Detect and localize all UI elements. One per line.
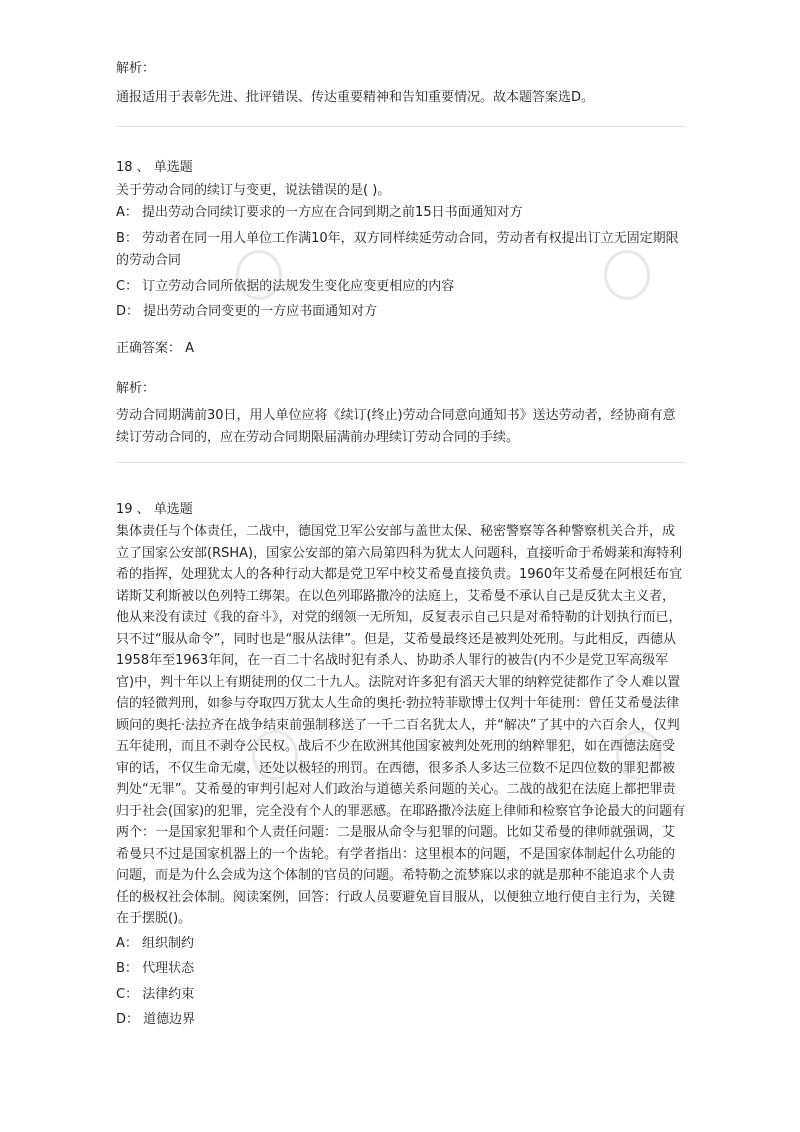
prev-analysis-text: 通报适用于表彰先进、批评错误、传达重要精神和告知重要情况。故本题答案选D。 [116,89,595,105]
option-a [116,933,686,956]
option-letter: B： [116,961,138,976]
divider-1 [116,126,686,127]
option-text: 提出劳动合同续订要求的一方应在合同到期之前15日书面通知对方 [142,205,523,220]
question-18-stem: 关于劳动合同的续订与变更，说法错误的是( )。 [116,182,391,198]
watermark-logo-icon [252,730,298,780]
watermark-logo-icon [616,730,662,780]
option-text: 法律约束 [142,986,195,1002]
answer-label: 正确答案： [116,340,182,356]
question-18-analysis-label: 解析： [116,381,156,396]
option-text: 代理状态 [142,961,195,976]
question-19 [116,499,686,1032]
question-18-options [116,202,686,324]
question-18-header: 18 、 单选题 [116,160,193,175]
divider-2 [116,462,686,463]
option-letter: C： [116,986,139,1002]
option-d [116,301,686,324]
prev-analysis-label: 解析： [116,61,156,76]
question-19-header: 19 、 单选题 [116,501,193,517]
watermark-logo-icon [236,250,282,300]
option-letter: D： [116,1012,140,1027]
option-b [116,228,686,273]
option-d [116,1009,686,1032]
option-text: 劳动者在同一用人单位工作满10年，双方同样续延劳动合同，劳动者有权提出订立无固定期限的劳动合同 [116,230,679,268]
option-letter: C： [116,278,139,294]
option-b [116,958,686,981]
option-c [116,984,686,1007]
option-text: 道德边界 [143,1012,196,1027]
answer-value: A [185,340,195,356]
option-letter: B： [116,230,138,246]
option-c [116,276,686,299]
question-18-analysis-text: 劳动合同期满前30日，用人单位应将《续订(终止)劳动合同意向通知书》送达劳动者，经协商有意续订劳动合同的，应在劳动合同期限届满前办理续订劳动合同的手续。 [116,407,676,445]
option-text: 组织制约 [142,935,195,951]
watermark-logo-icon [604,250,650,300]
question-19-stem: 集体责任与个体责任，二战中，德国党卫军公安部与盖世太保、秘密警察等各种警察机关合并，成立了国家公安部(RSHA)，国家公安部的第六局第四科为犹太人问题科，直接听命于希姆莱和海特利希的指挥，处理犹太人的各种行动大都是党卫军中校艾希曼直接负责。1960年艾希曼在阿根廷布宜诺斯艾利斯被以色列特工绑架。在以色列耶路撒冷的法庭上，艾希曼不承认自己是反犹太主义者，他从来没有读过《我的奋斗》，对党的纲领一无所知，反复表示自己只是对希特勒的计划执行而已，只不过“服从命令”，同时也是“服从法律”。但是，艾希曼最终还是被判处死刑。与此相反，西德从1958年至1963年间，在一百二十名战时犯有杀人、协助杀人罪行的被告(内不少是党卫军高级军官)中，判十年以上有期徒刑的仅二十九人。法院对许多犯有滔天大罪的纳粹党徒都作了令人难以置信的轻微判刑，如参与夺取四万犹太人生命的奥托·勃拉特菲歇博士仅判十年徒刑：曾任艾希曼法律顾问的奥托·法拉齐在战争结束前强制移送了一千二百名犹太人，并“解决”了其中的六百余人，仅判五年徒刑，而且不剥夺公民权。战后不少在欧洲其他国家被判处死刑的纳粹罪犯，如在西德法庭受审的话，不仅生命无虞，还处以极轻的刑罚。在西德，很多杀人多达三位数不足四位数的罪犯都被判处“无罪”。艾希曼的审判引起对人们政治与道德关系问题的关心。二战的战犯在法庭上都把罪责归于社会(国家)的犯罪，完全没有个人的罪恶感。在耶路撒冷法庭上律师和检察官争论最大的问题有两个：一是国家犯罪和个人责任问题：二是服从命令与犯罪的问题。比如艾希曼的律师就强调，艾希曼只不过是国家机器上的一个齿轮。有学者指出：这里根本的问题，不是国家体制起什么功能的问题，而是为什么会成为这个体制的官员的问题。希特勒之流梦寐以求的就是那种不能追求个人责任的极权社会体制。阅读案例，回答：行政人员要避免盲目服从，以便独立地行使自主行为，关键在于摆脱()。 [116,524,686,926]
question-18-answer [116,338,686,361]
option-letter: A： [116,935,138,951]
question-19-options [116,933,686,1032]
option-text: 提出劳动合同变更的一方应书面通知对方 [143,304,378,319]
option-letter: D： [116,304,140,319]
document-page [116,58,686,1035]
option-text: 订立劳动合同所依据的法规发生变化应变更相应的内容 [142,278,455,294]
prev-analysis [116,58,686,114]
option-a [116,202,686,225]
question-18 [116,157,686,450]
option-letter: A： [116,205,138,220]
